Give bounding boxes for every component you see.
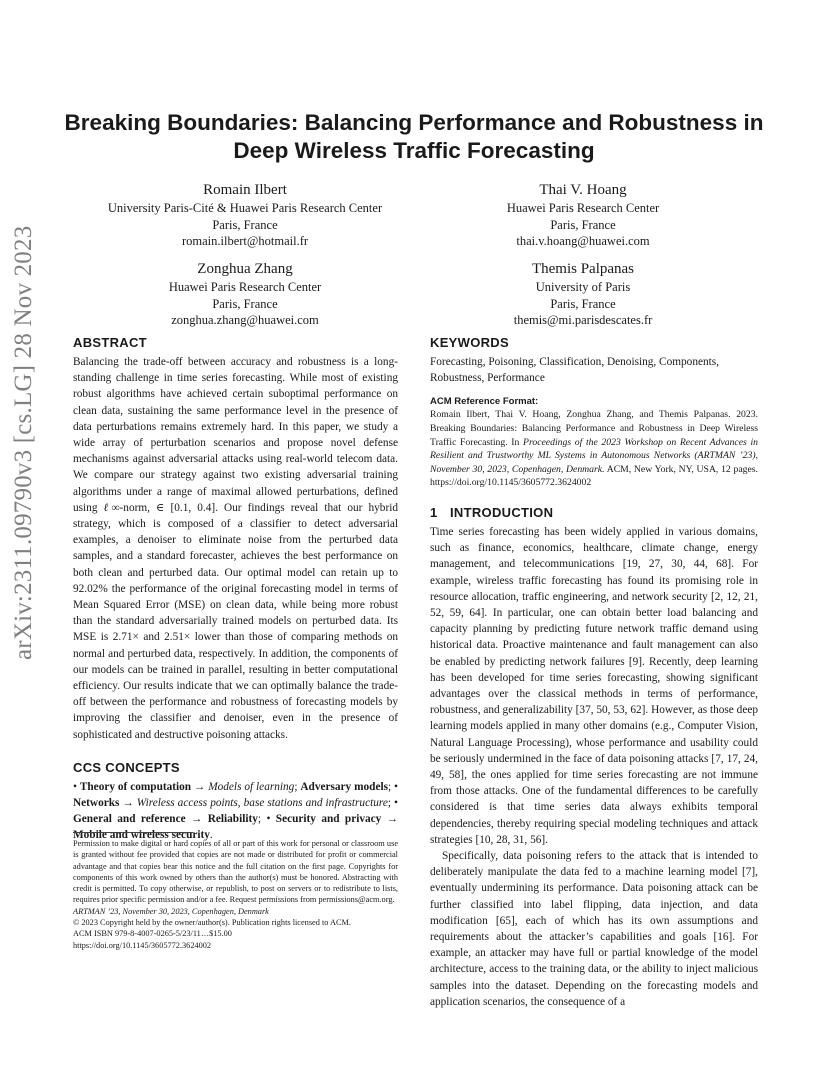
author-name: Romain Ilbert	[203, 182, 287, 198]
left-column	[73, 334, 398, 844]
ccs-concept: General and reference	[73, 813, 186, 826]
keywords-heading: KEYWORDS	[430, 335, 509, 350]
abstract-text	[73, 354, 398, 743]
keywords-text: Forecasting, Poisoning, Classification, Denoising, Components, Robustness, Performance	[430, 356, 719, 385]
author-affiliation: Huawei Paris Research Center	[168, 280, 322, 294]
abstract-text-part-2: -norm, ∈ [0.1, 0.4]. Our findings reveal that our hybrid strategy, which is composed of a classifier to detect adversarial examples, a denoiser to eliminate noise from the perturbed data samples, and a standard forecaster, achieves the best performance on both clean and perturbed data. Our optimal model can retain up to 92.02% the performance of the original forecasting model in terms of Mean Squared Error (MSE) on clean data, while being more robust than the standard adversarially trained models on perturbed data. Its MSE is 2.71× and 2.51× lower than those of comparing methods on normal and perturbed data, respectively. In addition, the components of our models can be trained in parallel, resulting in better computational efficiency. Our results indicate that we can optimally balance the trade-off between the performance and robustness of forecasting models by improving the classifier and denoiser, even in the presence of sophisticated and destructive poisoning attacks.	[73, 501, 398, 741]
author-affiliation: Huawei Paris Research Center	[506, 201, 660, 215]
author-location: Paris, France	[212, 217, 278, 232]
title-line-2: Deep Wireless Traffic Forecasting	[233, 138, 595, 163]
conference-line: ARTMAN ’23, November 30, 2023, Copenhagen, Denmark	[73, 906, 269, 916]
isbn-line: ACM ISBN 979-8-4007-0265-5/23/11…$15.00	[73, 929, 232, 939]
author-name: Themis Palpanas	[531, 261, 635, 277]
permission-text: Permission to make digital or hard copies of all or part of this work for personal or classroom use is granted without fee provided that copies are not made or distributed for profit or commercial advantage and that copies bear this notice and the full citation on the first page. Copyrights for components of this work owned by others than the author(s) must be honored. Abstracting with credit is permitted. To copy otherwise, or republish, to post on servers or to redistribute to lists, requires prior specific permission and/or a fee. Request permissions from permissions@acm.org.	[73, 839, 398, 905]
acm-reference-part-1: Romain Ilbert, Thai V. Hoang, Zonghua Zhang, and Themis Palpanas. 2023. Breaking Boundaries: Balancing Performance and Robustness in Deep Wireless Traffic Forecasting. In	[430, 409, 758, 448]
permission-footnote	[73, 838, 398, 951]
paper-title	[60, 109, 768, 165]
ccs-concept: Mobile and wireless security	[73, 829, 210, 842]
author-email: thai.v.hoang@huawei.com	[516, 234, 650, 248]
ccs-concept: Networks	[73, 797, 120, 810]
norm-symbol: ℓ∞	[103, 501, 120, 514]
author-block-3	[80, 259, 410, 329]
author-block-1	[80, 180, 410, 250]
author-affiliation: University Paris-Cité & Huawei Paris Research Center	[107, 201, 383, 215]
section-number: 1	[430, 504, 438, 520]
acm-reference-heading: ACM Reference Format:	[430, 396, 539, 408]
acm-reference-venue: Proceedings of the 2023 Workshop on Recent Advances in Resilient and Trustworthy ML Systems in Autonomous Networks (ARTMAN ’23), November 30, 2023, Copenhagen, Denmark.	[430, 436, 758, 475]
footnote-divider	[73, 832, 193, 833]
acm-reference-text	[430, 408, 758, 490]
copyright-line: © 2023 Copyright held by the owner/author(s). Publication rights licensed to ACM.	[73, 918, 351, 928]
author-email: romain.ilbert@hotmail.fr	[181, 234, 309, 248]
author-location: Paris, France	[212, 296, 278, 311]
ccs-concepts-text: • Theory of computation → Models of learning; Adversary models; • Networks → Wireless access points, base stations and infrastructure; • General and reference → Reliability; • Security and privacy → Mobile and wireless security.	[73, 780, 399, 842]
ccs-concept: Models of learning	[208, 780, 295, 793]
author-block-4	[418, 259, 748, 329]
intro-paragraph-1: Time series forecasting has been widely applied in various domains, such as finance, economics, healthcare, climate change, energy management, and telecommunications [19, 27, 30, 44, 68]. For example, wireless traffic forecasting has found its promising role in resource allocation, traffic engineering, and network security [2, 12, 21, 52, 59, 64]. In particular, one can obtain better load balancing and capacity planning by predicting future network traffic demand using historical data. Proactive maintenance and fault management can also be enabled by predicting network failures [9]. Recently, deep learning has been developed for time series forecasting, showing significant advantages over the classical methods in terms of performance, robustness, and generalizability [37, 50, 53, 62]. However, as those deep learning models applied in many other domains (e.g., Computer Vision, Natural Language Processing), whose performance and usability could be seriously undermined in the face of data poisoning attacks [7, 17, 24, 49, 58], the ones applied for time series forecasting are not immune from those attacks. One of the fundamental differences to be carefully considered is that time series data always exhibits temporal dependencies, thereby requiring special modeling techniques and attack strategies [10, 28, 31, 56].	[430, 525, 758, 846]
intro-paragraph-2: Specifically, data poisoning refers to the attack that is intended to deliberately manipulate the data fed to a machine learning model [7], eventually undermining its performance. Data poisoning attack can be further classified into label flipping, data injection, and data modification [65], each of which has its own assumptions and requirements about the attacker’s capabilities and goals [16]. For example, an attacker may have full or partial knowledge of the model architecture, access to the training data, or the ability to inject malicious samples into the dataset. Depending on the forecasting models and application scenarios, the consequence of a	[430, 850, 758, 1008]
author-location: Paris, France	[550, 217, 616, 232]
author-email: themis@mi.parisdescates.fr	[513, 313, 653, 327]
ccs-concept: Theory of computation	[79, 780, 192, 793]
introduction-heading	[430, 504, 758, 522]
doi-link[interactable]: https://doi.org/10.1145/3605772.3624002	[73, 940, 212, 950]
arxiv-identifier: arXiv:2311.09790v3 [cs.LG] 28 Nov 2023	[10, 225, 37, 660]
acm-reference-part-2: ACM, New York, NY, USA, 12 pages. https://doi.org/10.1145/3605772.3624002	[430, 463, 758, 489]
ccs-concept: Security and privacy	[275, 813, 382, 826]
author-name: Zonghua Zhang	[197, 261, 293, 277]
abstract-text-part-1: Balancing the trade-off between accuracy and robustness is a long-standing challenge in time series forecasting. While most of existing robust algorithms have achieved certain suboptimal performance on clean data, sustaining the same performance level in the presence of data perturbations remains extremely hard. In this paper, we study a wide array of perturbation scenarios and propose novel defense mechanisms against adversarial attacks using real-world telecom data. We compare our strategy against two existing adversarial training algorithms under a range of maximal allowed perturbations, defined using	[73, 356, 398, 514]
ccs-concept: Adversary models	[300, 780, 388, 793]
abstract-heading: ABSTRACT	[73, 335, 147, 350]
right-column	[430, 334, 758, 1010]
author-block-2	[418, 180, 748, 250]
author-location: Paris, France	[550, 296, 616, 311]
author-name: Thai V. Hoang	[539, 182, 627, 198]
section-title: INTRODUCTION	[450, 504, 554, 520]
acm-reference	[430, 395, 758, 490]
ccs-concept: Reliability	[207, 813, 258, 826]
ccs-concept: Wireless access points, base stations and infrastructure	[136, 797, 388, 810]
ccs-heading: CCS CONCEPTS	[73, 759, 180, 775]
author-email: zonghua.zhang@huawei.com	[171, 313, 319, 327]
title-line-1: Breaking Boundaries: Balancing Performance and Robustness in	[64, 110, 764, 135]
author-affiliation: University of Paris	[535, 280, 631, 294]
